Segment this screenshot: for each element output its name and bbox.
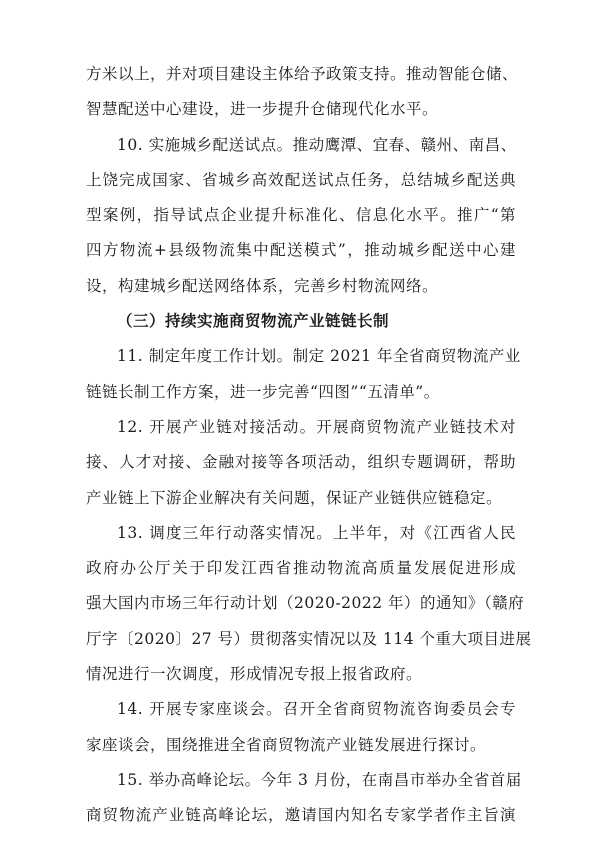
text-line-13: 产业链上下游企业解决有关问题，保证产业链供应链稳定。	[86, 488, 503, 507]
text-line-17: 厅字〔2020〕27 号）贯彻落实情况以及 114 个重大项目进展	[86, 629, 532, 648]
text-line-18: 情况进行一次调度，形成情况专报上报省政府。	[86, 665, 423, 684]
text-line-15: 政府办公厅关于印发江西省推动物流高质量发展促进形成	[86, 559, 516, 578]
text-line-3: 10. 实施城乡配送试点。推动鹰潭、宜春、赣州、南昌、	[117, 135, 517, 154]
text-line-7: 设，构建城乡配送网络体系，完善乡村物流网络。	[86, 276, 439, 295]
text-line-5: 型案例，指导试点企业提升标准化、信息化水平。推广“第	[86, 206, 516, 225]
section-heading: （三）持续实施商贸物流产业链链长制	[117, 311, 390, 331]
text-line-12: 接、人才对接、金融对接等各项活动，组织专题调研，帮助	[86, 453, 516, 472]
text-line-10: 链链长制工作方案，进一步完善“四图”“五清单”。	[86, 382, 440, 401]
text-line-16: 强大国内市场三年行动计划（2020-2022 年）的通知》（赣府	[86, 594, 525, 613]
text-line-21: 15. 举办高峰论坛。今年 3 月份，在南昌市举办全省首届	[117, 770, 522, 789]
text-line-20: 家座谈会，围绕推进全省商贸物流产业链发展进行探讨。	[86, 735, 487, 754]
text-line-9: 11. 制定年度工作计划。制定 2021 年全省商贸物流产业	[117, 347, 521, 366]
text-line-19: 14. 开展专家座谈会。召开全省商贸物流咨询委员会专	[117, 700, 516, 719]
text-line-2: 智慧配送中心建设，进一步提升仓储现代化水平。	[86, 100, 439, 119]
text-line-14: 13. 调度三年行动落实情况。上半年，对《江西省人民	[117, 523, 516, 542]
text-line-11: 12. 开展产业链对接活动。开展商贸物流产业链技术对	[117, 417, 516, 436]
text-line-1: 方米以上，并对项目建设主体给予政策支持。推动智能仓储、	[86, 65, 519, 83]
text-line-6: 四方物流+县级物流集中配送模式”，推动城乡配送中心建	[86, 241, 516, 260]
text-line-22: 商贸物流产业链高峰论坛，邀请国内知名专家学者作主旨演	[86, 806, 516, 825]
text-line-4: 上饶完成国家、省城乡高效配送试点任务，总结城乡配送典	[86, 170, 516, 189]
